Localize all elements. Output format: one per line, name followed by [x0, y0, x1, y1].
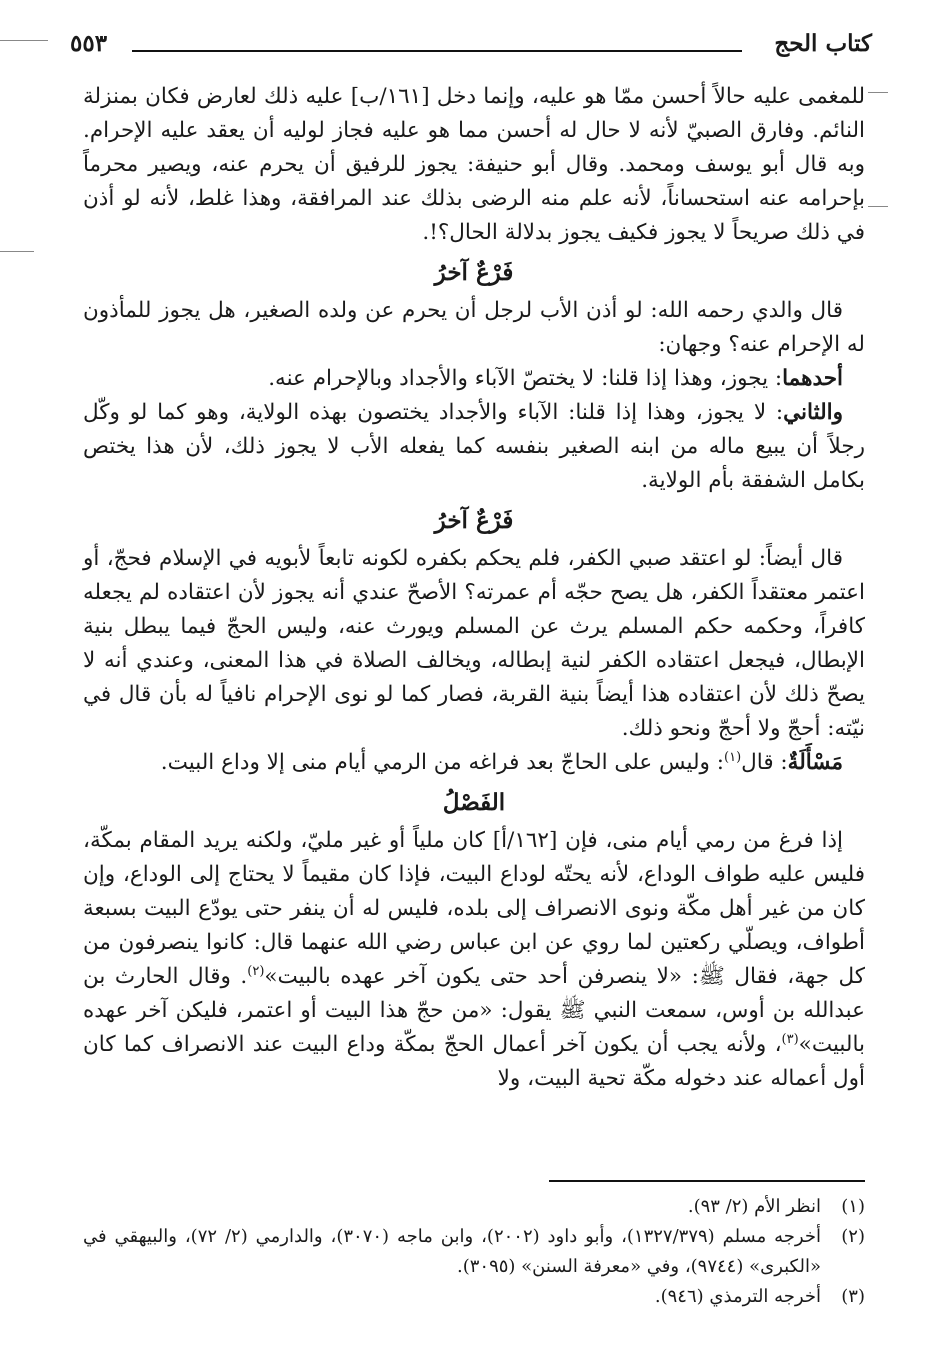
- paragraph-text: : يجوز، وهذا إذا قلنا: لا يختصّ الآباء والأجداد وبالإحرام عنه.: [268, 366, 783, 391]
- footnote-ref: (٢): [247, 963, 265, 979]
- footnote: [83, 1192, 865, 1222]
- paragraph-text: إذا فرغ من رمي أيام منى، فإن [١٦٢/أ] كان ملياً أو غير مليّ، ولكنه يريد المقام بمكّة، فليس عليه طواف الوداع، لأنه يحتّه لوداع البيت، فإذا كان مقيماً لا يحتاج إلى الوداع، وإن كان من غير أهل مكّة ونوى الانصراف إلى بلده، فليس له أن ينفر حتى يودّع البيت بسبعة أطواف، ويصلّي ركعتين لما روي عن ابن عباس رضي الله عنهما قال: كانوا ينصرفون من كل جهة، فقال ﷺ: «لا ينصرفن أحد حتى يكون آخر عهده بالبيت»: [83, 828, 865, 989]
- margin-mark: [868, 92, 888, 93]
- paragraph-text: : قال: [741, 750, 788, 775]
- footnote-ref: (١): [724, 749, 742, 765]
- footnote: [83, 1222, 865, 1282]
- footnotes: [83, 1192, 865, 1312]
- paragraph: قال والدي رحمه الله: لو أذن الأب لرجل أن يحرم عن ولده الصغير، هل يجوز للمأذون له الإحرام عنه؟ وجهان:: [83, 298, 865, 357]
- paragraph: [83, 746, 865, 780]
- paragraph: للمغمى عليه حالاً أحسن ممّا هو عليه، وإنما دخل [١٦١/ب] عليه ذلك لعارض فكان بمنزلة النائم. وفارق الصبيّ لأنه لا حال له أحسن مما هو عليه فجاز لوليه أن يعقد عليه الإحرام. وبه قال أبو يوسف ومحمد. وقال أبو حنيفة: يجوز للرفيق أن يحرم عنه، ويصير محرماً بإحرامه عنه استحساناً، لأنه علم منه الرضى بذلك عند المرافقة، وهذا غلط، لأنه لو أذن في ذلك صريحاً لا يجوز فكيف يجوز بدلالة الحال؟!.: [83, 84, 865, 245]
- section-heading: الفَصْلُ: [442, 789, 506, 816]
- page-header: [70, 30, 872, 64]
- footnote-number: (١): [841, 1196, 865, 1217]
- margin-mark: [0, 40, 48, 41]
- running-title: كتاب الحج: [774, 30, 872, 57]
- lead-word: والثاني: [783, 400, 843, 425]
- margin-mark: [868, 206, 888, 207]
- footnote-number: (٣): [841, 1286, 865, 1307]
- paragraph-text: : وليس على الحاجّ بعد فراغه من الرمي أيام منى إلا وداع البيت.: [160, 750, 724, 775]
- margin-mark: [0, 251, 34, 252]
- body-text: [83, 80, 865, 1096]
- paragraph: [83, 824, 865, 1096]
- footnote-number: (٢): [841, 1226, 865, 1247]
- header-rule: [132, 50, 742, 52]
- footnote-text: أخرجه الترمذي (٩٤٦).: [654, 1286, 821, 1307]
- footnote-text: انظر الأم (٢/ ٩٣).: [687, 1196, 821, 1217]
- paragraph: [83, 362, 865, 396]
- section-heading: فَرْعٌ آخرُ: [434, 507, 514, 534]
- paragraph-text: ، ولأنه يجب أن يكون آخر أعمال الحجّ بمكّة وداع البيت عند الانصراف كما كان أول أعماله عند دخوله مكّة تحية البيت، ولا: [83, 1032, 865, 1091]
- paragraph: [83, 396, 865, 498]
- page-number: ٥٥٣: [70, 30, 108, 57]
- section-heading: فَرْعٌ آخرُ: [434, 259, 514, 286]
- paragraph: قال أيضاً: لو اعتقد صبي الكفر، فلم يحكم بكفره لكونه تابعاً لأبويه في الإسلام فحجّ، أو اعتمر معتقداً الكفر، هل يصح حجّه أم عمرته؟ الأصحّ عندي أنه يجوز لأن اعتقاده لم يجعله كافراً، وحكمه حكم المسلم يرث عن المسلم ويورث عنه، وليس الحجّ فيما يبطل بنية الإبطال، فيجعل اعتقاده الكفر لنية إبطاله، ويخالف الصلاة في هذا المعنى، وعندي أنه لا يصحّ ذلك لأن اعتقاده هذا أيضاً بنية القربة، فصار كما لو نوى الإحرام نافياً له بأن قال في نيّته: أحجّ ولا أحجّ ونحو ذلك.: [83, 546, 865, 741]
- footnote-rule: [549, 1180, 865, 1182]
- lead-word: أحدهما: [782, 366, 843, 391]
- paragraph-text: . وقال الحارث بن عبدالله بن أوس، سمعت النبي ﷺ يقول: «من حجّ هذا البيت أو اعتمر، فليكن آخر عهده بالبيت»: [83, 964, 865, 1057]
- footnote-text: أخرجه مسلم (١٣٢٧/٣٧٩)، وأبو داود (٢٠٠٢)، وابن ماجه (٣٠٧٠)، والدارمي (٢/ ٧٢)، والبيهقي في «الكبرى» (٩٧٤٤)، وفي «معرفة السنن» (٣٠٩٥).: [83, 1226, 821, 1277]
- footnote-ref: (٣): [781, 1031, 799, 1047]
- paragraph-text: : لا يجوز، وهذا إذا قلنا: الآباء والأجداد يختصون بهذه الولاية، وهو كما لو وكّل رجلاً أن يبيع ماله من ابنه الصغير بنفسه كما يفعله الأب لا يجوز ذلك، لأن هذا يختص بكامل الشفقة بأم الولاية.: [83, 400, 865, 493]
- lead-word: مَسْأَلَةٌ: [787, 750, 843, 775]
- footnote: [83, 1282, 865, 1312]
